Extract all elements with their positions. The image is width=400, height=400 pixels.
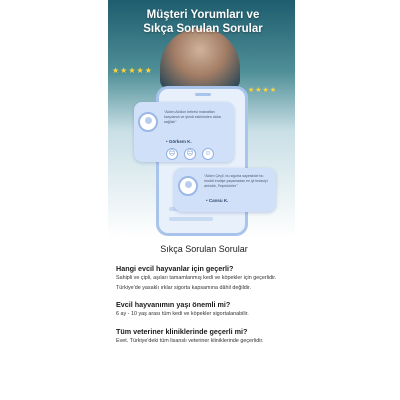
user-avatar-icon [138, 112, 158, 132]
hero-title [114, 8, 292, 36]
neutral-face-icon: 😐 [184, 148, 196, 160]
rating-stars-left: ★★★★★ [112, 66, 153, 75]
review-bubble [134, 102, 234, 162]
faq-answer: Sahipli ve çipli, aşıları tamamlanmış kedi ve köpekler için geçerlidir. [116, 275, 277, 281]
happy-face-icon: ☺ [202, 148, 214, 160]
review-text: "Aldım Aldıkın bebesi masrafları karşılandı ve şimdi eskisinden daha sağlıklı" [164, 110, 221, 124]
review-author: • Cansu K. [206, 198, 229, 203]
phone-speaker [195, 93, 211, 96]
rating-faces [166, 148, 214, 160]
faq-answer: Türkiye'de yasaklı ırklar sigorta kapsamına dâhil değildir. [116, 284, 251, 291]
faq-question: Tüm veteriner kliniklerinde geçerli mi? [116, 326, 248, 336]
faq-answer: 6 ay - 10 yaş arası tüm kedi ve köpekler sigortalanabilir. [116, 311, 249, 318]
faq-title: Sıkça Sorulan Sorular [160, 244, 248, 254]
review-text: "Aldım Çeçil, bu sigorta sayesinde bu moddi endişe yaşamadan en iyi tedaviyi aldırdık, Teşekkürler" [204, 174, 268, 188]
hero-section [108, 0, 295, 238]
faq-question: Evcil hayvanımın yaşı önemli mi? [116, 300, 231, 310]
hero-title-line-2: Sıkça Sorulan Sorular [143, 23, 263, 35]
infographic-panel [108, 0, 295, 400]
phone-placeholder-line [169, 217, 213, 221]
user-avatar-icon [178, 176, 198, 196]
hero-title-line-1: Müşteri Yorumları ve [146, 9, 260, 21]
faq-answer: Evet. Türkiye'deki tüm lisanslı veteriner kliniklerinde geçerlidir. [116, 337, 264, 344]
rating-stars-right: ★★★★ [248, 87, 278, 94]
customer-photo [160, 28, 240, 90]
review-author: • Görkem K. [166, 139, 192, 144]
review-bubble [174, 168, 276, 212]
faq-section [116, 244, 292, 345]
faq-question: Hangi evcil hayvanlar için geçerli? [116, 264, 234, 273]
sad-face-icon: ☹ [166, 148, 178, 160]
